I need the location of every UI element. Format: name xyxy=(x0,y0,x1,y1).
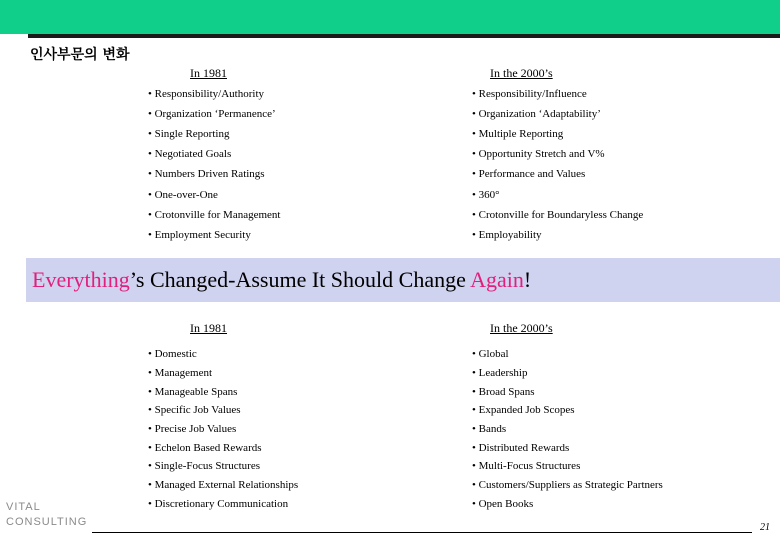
list-item: • Distributed Rewards xyxy=(472,442,570,454)
list-item: • Organization ‘Adaptability’ xyxy=(472,108,601,120)
headline-accent-everything: Everything xyxy=(32,267,130,292)
top-divider xyxy=(28,34,780,38)
list-item: • Managed External Relationships xyxy=(148,479,299,491)
list-item: • Broad Spans xyxy=(472,386,535,398)
list-item: • Global xyxy=(472,348,509,360)
list-item: • Specific Job Values xyxy=(148,404,241,416)
list-item: • Single-Focus Structures xyxy=(148,460,261,472)
list-item: • Multi-Focus Structures xyxy=(472,460,581,472)
headline-end: ! xyxy=(523,267,532,292)
list-item: • Crotonville for Boundaryless Change xyxy=(472,209,644,221)
page-title: 인사부문의 변화 xyxy=(30,47,130,63)
headline-accent-again: Again xyxy=(470,267,524,292)
bottom-divider xyxy=(92,532,752,533)
list-item: • Negotiated Goals xyxy=(148,148,232,160)
list-item: • One-over-One xyxy=(148,189,218,201)
list-item: • Responsibility/Influence xyxy=(472,88,587,100)
company-logo xyxy=(6,500,87,530)
list-item: • Organization ‘Permanence’ xyxy=(148,108,276,120)
headline-middle: ’s Changed-Assume It Should Change xyxy=(129,267,471,292)
list-item: • Manageable Spans xyxy=(148,386,238,398)
list-item: • Employment Security xyxy=(148,229,251,241)
section1-left-heading: In 1981 xyxy=(190,66,227,80)
list-item: • Opportunity Stretch and V% xyxy=(472,148,605,160)
top-color-band xyxy=(0,0,780,34)
list-item: • Numbers Driven Ratings xyxy=(148,168,265,180)
list-item: • Management xyxy=(148,367,213,379)
list-item: • Performance and Values xyxy=(472,168,586,180)
section1-right-heading: In the 2000’s xyxy=(490,66,553,80)
list-item: • Echelon Based Rewards xyxy=(148,442,262,454)
list-item: • 360° xyxy=(472,189,500,201)
list-item: • Open Books xyxy=(472,498,534,510)
section2-left-heading: In 1981 xyxy=(190,321,227,335)
list-item: • Domestic xyxy=(148,348,197,360)
headline-text xyxy=(32,267,531,293)
list-item: • Discretionary Communication xyxy=(148,498,289,510)
list-item: • Employability xyxy=(472,229,542,241)
list-item: • Responsibility/Authority xyxy=(148,88,264,100)
logo-line-1: VITAL xyxy=(6,501,41,513)
list-item: • Single Reporting xyxy=(148,128,230,140)
list-item: • Customers/Suppliers as Strategic Partners xyxy=(472,479,663,491)
list-item: • Expanded Job Scopes xyxy=(472,404,575,416)
list-item: • Crotonville for Management xyxy=(148,209,281,221)
section2-right-heading: In the 2000’s xyxy=(490,321,553,335)
logo-line-2: CONSULTING xyxy=(6,516,88,528)
page-number: 21 xyxy=(760,522,770,533)
list-item: • Multiple Reporting xyxy=(472,128,564,140)
list-item: • Precise Job Values xyxy=(148,423,237,435)
list-item: • Leadership xyxy=(472,367,528,379)
list-item: • Bands xyxy=(472,423,507,435)
